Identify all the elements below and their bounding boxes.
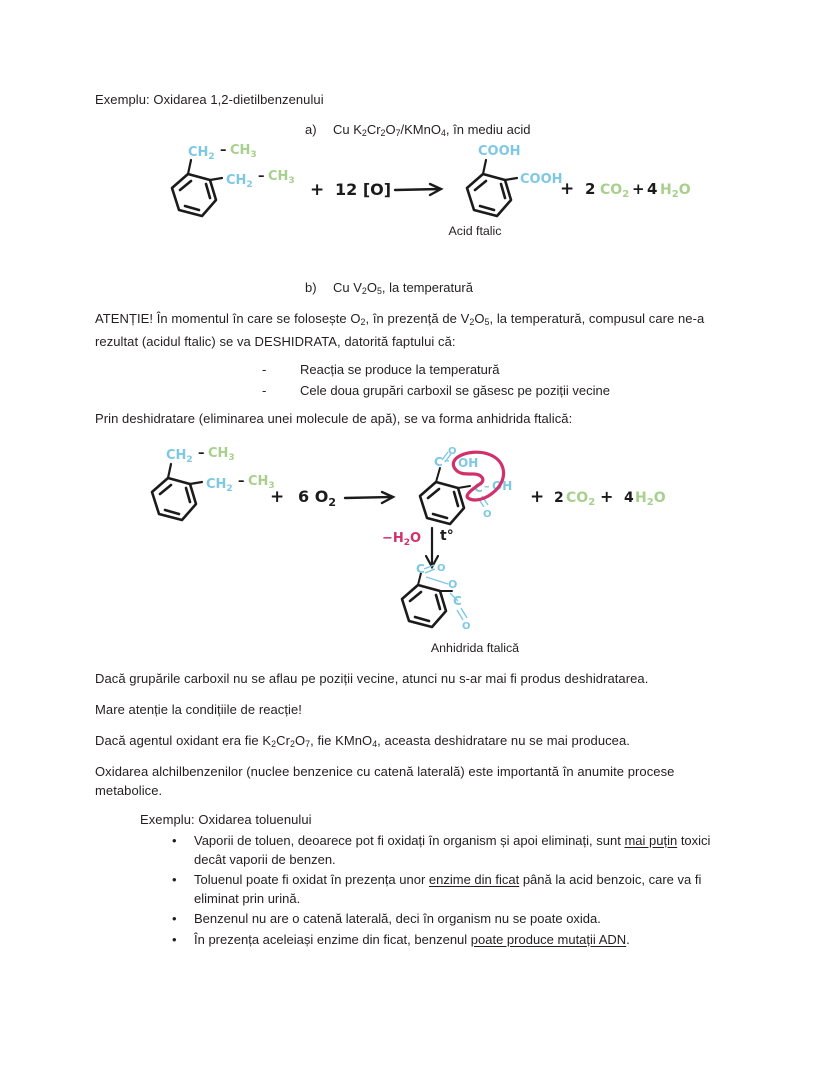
bullet-marker: • (172, 872, 177, 887)
underlined-phrase-0: mai puțin (624, 833, 678, 848)
label-oh-bottom: OH (492, 479, 513, 493)
label-oh-top: OH (458, 456, 479, 470)
plus-sign-5: + (530, 487, 545, 507)
bond-double-top: – (444, 454, 450, 467)
dash-marker: - (262, 362, 267, 377)
coef-co2-1: 2 (585, 180, 596, 198)
bond-dash-oh-bottom: – (484, 480, 490, 493)
bullet-marker: • (172, 911, 177, 926)
dash-list-item-1 (262, 381, 610, 400)
dehydration-line: Prin deshidratare (eliminarea unei molecule de apă), se va forma anhidrida ftalică: (95, 411, 573, 426)
dash-list-item-1-text: Cele doua grupări carboxil se găsesc pe poziții vecine (300, 383, 611, 398)
bond-dash-top-2: – (198, 446, 205, 461)
plus-sign-6: + (600, 487, 614, 506)
label-c-bottom-anh: C (453, 594, 462, 608)
downward-arrow (426, 528, 438, 567)
bond-dash-top: – (220, 143, 227, 158)
underlined-phrase-1: enzime din ficat (428, 872, 520, 887)
bridge-bond-top (426, 577, 448, 584)
reaction-arrow-2 (345, 492, 393, 503)
attention-paragraph: ATENȚIE! În momentul în care se folosește $O_2$, în prezență de $V_2O_5$, la temperatură, compusul care ne-a rezultat (acidul ftalic) se va DESHIDRATA, datorită faptului că: (95, 311, 708, 350)
label-ch3-top: $CH_3$ (230, 143, 257, 160)
coef-co2-2: 2 (554, 490, 564, 506)
bullet-item-1-text: Toluenul poate fi oxidat în prezența unor enzime din ficat până la acid benzoic, care va fi eliminat prin urină. (194, 872, 702, 906)
bullet-item-2-text: Benzenul nu are o catenă laterală, deci în organism nu se poate oxida. (194, 911, 601, 926)
label-ch3-top-2: $CH_3$ (208, 446, 235, 463)
label-h2o-1: $H_2O$ (660, 182, 691, 200)
label-o-double-top: O (448, 446, 457, 457)
intro-line: Exemplu: Oxidarea 1,2-dietilbenzenului (95, 92, 324, 107)
paragraph-alchilbenzeni: Oxidarea alchilbenzenilor (nuclee benzenice cu catenă laterală) este importantă în anumite procese metabolice. (95, 764, 679, 798)
paragraph-agent-oxidant: Dacă agentul oxidant era fie $K_2Cr_2O_7$, fie KMnO$_4$, aceasta deshidratare nu se mai producea. (95, 733, 630, 750)
label-temperature: t° (440, 528, 454, 544)
label-ch2-top-2: $CH_2$ (166, 448, 193, 465)
bullet-item-1 (172, 870, 732, 908)
label-o-double-bottom: O (483, 509, 492, 520)
dash-list-item-0 (262, 360, 499, 379)
bullet-item-0 (172, 831, 732, 869)
label-ch2-bottom: $CH_2$ (226, 173, 253, 190)
label-ch2-top: $CH_2$ (188, 145, 215, 162)
plus-sign-1: + (310, 180, 325, 200)
label-c-bottom: C (474, 481, 483, 495)
oxidant-label-2: 6 $O_2$ (298, 487, 336, 509)
double-bond-top-anh (424, 565, 435, 573)
label-o-bottom-anh: O (462, 621, 471, 632)
label-h2o-2: $H_2O$ (635, 490, 666, 508)
item-a-label: Cu $K_2Cr_2O_7/KMnO_4$, în mediu acid (333, 122, 531, 139)
label-ch3-bottom: $CH_3$ (268, 169, 295, 186)
caption-acid-ftalic: Acid ftalic (448, 224, 502, 238)
coef-h2o-1: 4 (647, 180, 658, 198)
label-o-top-anh: O (437, 563, 446, 574)
paragraph-carboxil: Dacă grupările carboxil nu se aflau pe poziții vecine, atunci nu s-ar mai fi produs deshidratarea. (95, 671, 649, 686)
bond-dash-bottom: – (258, 169, 265, 184)
bullet-marker: • (172, 932, 177, 947)
oxidant-label-1: 12 [O] (335, 180, 392, 199)
double-bond-bottom-anh (457, 608, 467, 620)
label-co2-1: $CO_2$ (600, 182, 630, 200)
plus-sign-2: + (560, 179, 575, 199)
bullet-marker: • (172, 833, 177, 848)
plus-sign-3: + (632, 180, 645, 198)
paragraph-atentie-conditii: Mare atenție la condițiile de reacție! (95, 702, 302, 717)
label-o-bridge: O (448, 578, 458, 591)
label-cooh-top: COOH (478, 144, 521, 159)
label-water-loss: $-H_2O$ (382, 531, 422, 548)
bullet-item-3 (172, 930, 732, 949)
item-a-marker: a) (305, 122, 317, 137)
label-c-top: C (434, 455, 443, 469)
reaction-arrow-1 (395, 184, 441, 195)
equation-2-diagram (140, 440, 666, 575)
item-b-marker: b) (305, 280, 317, 295)
underlined-phrase-3: poate produce mutații ADN (470, 932, 627, 947)
label-ch3-bottom-2: $CH_3$ (248, 474, 275, 491)
bullet-item-2 (172, 909, 732, 928)
bond-dash-bottom-2: – (238, 474, 245, 489)
label-co2-2: $CO_2$ (566, 490, 596, 508)
label-c-top-anh: C (416, 562, 425, 576)
example-toluen-line: Exemplu: Oxidarea toluenului (140, 812, 312, 827)
dash-list-item-0-text: Reacția se produce la temperatură (300, 362, 500, 377)
bullet-item-3-text: În prezența aceleiași enzime din ficat, benzenul poate produce mutații ADN. (194, 932, 630, 947)
dash-marker: - (262, 383, 267, 398)
caption-anhidrida-ftalica: Anhidrida ftalică (430, 641, 520, 655)
bullet-item-0-text: Vaporii de toluen, deoarece pot fi oxidați în organism și apoi eliminați, sunt mai puțin toxici decât vaporii de benzen. (194, 833, 711, 867)
item-b-row (305, 278, 473, 301)
label-ch2-bottom-2: $CH_2$ (206, 477, 233, 494)
plus-sign-4: + (270, 487, 285, 507)
label-cooh-side: COOH (520, 172, 563, 187)
item-b-label: Cu $V_2O_5$, la temperatură (333, 280, 473, 297)
coef-h2o-2: 4 (624, 490, 634, 506)
